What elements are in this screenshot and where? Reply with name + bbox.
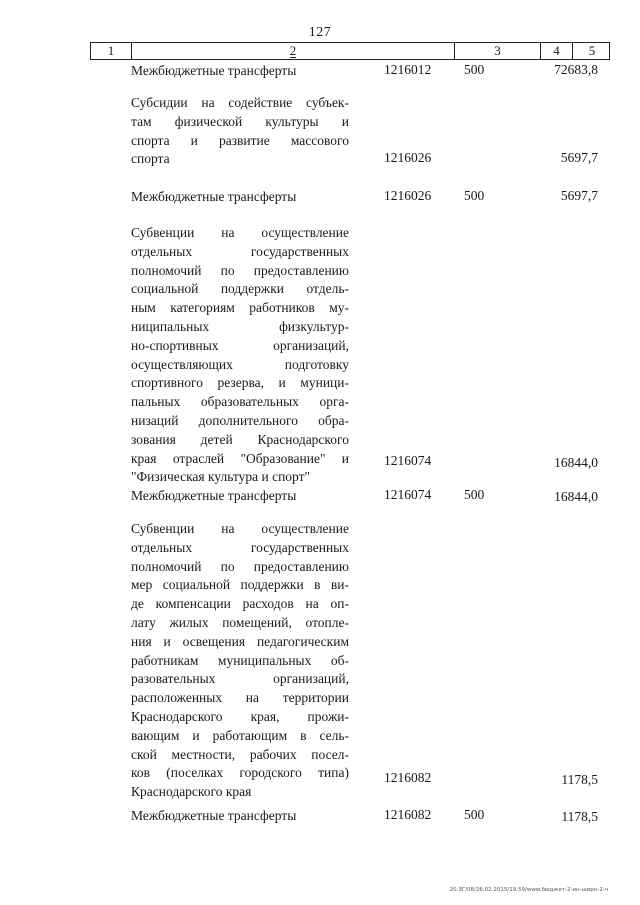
description-line: спортивного резерва, и муници- [131, 375, 349, 391]
row-description [131, 224, 349, 487]
row-type: 500 [464, 188, 485, 203]
description-line: низаций дополнительного обра- [131, 412, 349, 428]
description-line: спорта и развитие массового [131, 132, 349, 148]
description-line: полномочий по предоставлению [131, 262, 349, 278]
row-description [131, 62, 349, 81]
description-line: мер социальной поддержки в ви- [131, 577, 349, 593]
description-line: Субвенции на осуществление [131, 225, 349, 240]
description-line: ния и освещения педагогическим [131, 633, 349, 649]
table-column-header [90, 42, 610, 60]
description-line: осуществляющих подготовку [131, 356, 349, 372]
row-description [131, 520, 349, 802]
description-line: но-спортивных организаций, [131, 337, 349, 353]
column-header-3: 3 [455, 43, 541, 59]
description-line: Межбюджетные трансферты [131, 808, 297, 823]
description-line: зования детей Краснодарского [131, 431, 349, 447]
column-header-4: 4 [541, 43, 573, 59]
description-line: ков (поселках городского типа) [131, 765, 349, 781]
description-line: там физической культуры и [131, 113, 349, 129]
row-amount: 5697,7 [560, 150, 598, 165]
row-type: 500 [464, 62, 485, 77]
row-amount: 16844,0 [554, 489, 598, 504]
description-line: отдельных государственных [131, 243, 349, 259]
row-code: 1216082 [384, 770, 432, 785]
row-amount: 72683,8 [554, 62, 598, 77]
row-type: 500 [464, 807, 485, 822]
description-line: Межбюджетные трансферты [131, 189, 297, 204]
description-line: полномочий по предоставлению [131, 558, 349, 574]
column-header-1: 1 [91, 43, 132, 59]
row-amount: 16844,0 [554, 455, 598, 470]
row-amount: 1178,5 [561, 772, 598, 787]
description-line: вающим и работающим в сель- [131, 727, 349, 743]
description-line: ниципальных физкультур- [131, 318, 349, 334]
description-line: лату жилых помещений, отопле- [131, 614, 349, 630]
row-code: 1216026 [384, 150, 432, 165]
description-line: Субсидии на содействие субъек- [131, 95, 349, 110]
description-line: "Физическая культура и спорт" [131, 469, 311, 485]
row-code: 1216012 [384, 62, 432, 77]
description-line: де компенсации расходов на оп- [131, 596, 349, 612]
description-line: Краснодарского края, прожи- [131, 708, 349, 724]
description-line: ской местности, рабочих посел- [131, 746, 349, 762]
row-code: 1216074 [384, 487, 432, 502]
description-line: отдельных государственных [131, 539, 349, 555]
footer-stamp: 20.ЗГ/08/26.02.2015/19.59/www.бюджет-2-ин-ширн-2-ч [449, 887, 608, 893]
row-description [131, 94, 349, 169]
column-header-2-label: 2 [289, 43, 297, 58]
description-line: Межбюджетные трансферты [131, 63, 297, 78]
description-line: ным категориям работников му- [131, 300, 349, 316]
row-description [131, 807, 349, 826]
row-code: 1216082 [384, 807, 432, 822]
row-amount: 5697,7 [560, 188, 598, 203]
row-code: 1216074 [384, 453, 432, 468]
description-line: работникам муниципальных об- [131, 652, 349, 668]
column-header-5: 5 [588, 43, 596, 58]
description-line: края отраслей "Образование" и [131, 450, 349, 466]
description-line: расположенных на территории [131, 690, 349, 706]
row-code: 1216026 [384, 188, 432, 203]
description-line: Субвенции на осуществление [131, 521, 349, 536]
row-description [131, 487, 349, 506]
column-header-2 [132, 43, 455, 59]
description-line: разовательных организаций, [131, 671, 349, 687]
description-line: спорта [131, 151, 170, 167]
description-line: пальных образовательных орга- [131, 394, 349, 410]
row-amount: 1178,5 [561, 809, 598, 824]
description-line: Краснодарского края [131, 784, 252, 800]
row-description [131, 188, 349, 207]
row-type: 500 [464, 487, 485, 502]
description-line: Межбюджетные трансферты [131, 488, 297, 503]
description-line: социальной поддержки отдель- [131, 281, 349, 297]
page-number: 127 [308, 25, 332, 40]
